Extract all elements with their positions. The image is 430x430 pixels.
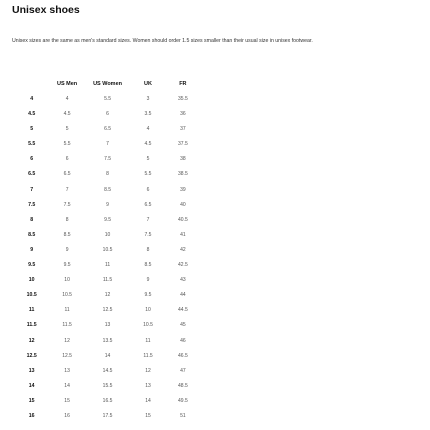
size-cell: 12 xyxy=(28,337,35,344)
us-men-cell: 15 xyxy=(64,397,70,404)
fr-cell: 35.5 xyxy=(178,96,188,102)
us-men-cell: 4.5 xyxy=(63,111,71,118)
size-cell: 14 xyxy=(28,382,35,389)
size-table xyxy=(12,77,202,424)
uk-cell: 13 xyxy=(145,382,151,389)
uk-cell: 7 xyxy=(146,216,150,223)
us-women-cell: 13.5 xyxy=(102,337,113,344)
uk-cell: 14 xyxy=(145,397,151,404)
fr-cell: 44 xyxy=(180,292,186,299)
us-women-cell: 5.5 xyxy=(104,96,112,102)
table-row xyxy=(12,409,202,424)
uk-cell: 15 xyxy=(145,412,151,419)
table-row xyxy=(12,334,202,349)
table-row xyxy=(12,273,202,288)
size-cell: 11.5 xyxy=(26,322,37,329)
fr-cell: 46.5 xyxy=(178,352,188,359)
table-row xyxy=(12,228,202,243)
uk-cell: 3.5 xyxy=(144,111,152,118)
fr-cell: 36 xyxy=(180,111,186,118)
size-cell: 16 xyxy=(28,412,35,419)
table-row xyxy=(12,303,202,318)
fr-cell: 45 xyxy=(180,322,186,329)
us-women-cell: 12.5 xyxy=(102,307,113,314)
us-women-cell: 9.5 xyxy=(104,216,112,223)
fr-cell: 37.5 xyxy=(178,141,188,148)
uk-cell: 9 xyxy=(146,277,150,284)
us-women-cell: 8 xyxy=(106,171,109,178)
size-cell: 13 xyxy=(28,367,35,374)
uk-cell: 9.5 xyxy=(144,292,152,299)
size-cell: 7 xyxy=(30,186,34,193)
size-cell: 8 xyxy=(30,216,34,223)
table-row xyxy=(12,167,202,182)
uk-cell: 6.5 xyxy=(144,201,152,208)
size-cell: 9 xyxy=(30,246,34,253)
table-row xyxy=(12,137,202,152)
uk-cell: 3 xyxy=(146,96,150,102)
us-women-cell: 7.5 xyxy=(104,156,112,163)
page-title: Unisex shoes xyxy=(12,4,80,16)
table-row xyxy=(12,379,202,394)
fr-cell: 40.5 xyxy=(178,216,188,223)
uk-cell: 7.5 xyxy=(144,231,152,238)
sizing-note: Unisex sizes are the same as men's standard sizes. Women should order 1.5 sizes smaller than their usual size in unisex footwear. xyxy=(12,38,313,44)
size-cell: 12.5 xyxy=(26,352,37,359)
us-men-cell: 6.5 xyxy=(63,171,71,178)
uk-cell: 5 xyxy=(146,156,150,163)
fr-cell: 48.5 xyxy=(178,382,188,389)
uk-cell: 6 xyxy=(146,186,150,193)
us-men-cell: 16 xyxy=(64,412,70,419)
table-row xyxy=(12,152,202,167)
us-women-cell: 11 xyxy=(104,262,111,269)
uk-cell: 4.5 xyxy=(144,141,152,148)
table-row xyxy=(12,349,202,364)
us-men-cell: 6 xyxy=(65,156,69,163)
us-men-cell: 9 xyxy=(65,246,69,253)
size-cell: 10 xyxy=(28,277,35,284)
us-men-cell: 7 xyxy=(65,186,69,193)
table-row xyxy=(12,183,202,198)
header-us-men: US Men xyxy=(56,81,78,87)
header-uk: UK xyxy=(144,81,152,87)
fr-cell: 38 xyxy=(180,156,186,163)
table-row xyxy=(12,394,202,409)
fr-cell: 51 xyxy=(180,412,186,419)
us-women-cell: 17.5 xyxy=(102,412,113,419)
us-women-cell: 16.5 xyxy=(102,397,113,404)
fr-cell: 39 xyxy=(180,186,186,193)
fr-cell: 43 xyxy=(180,277,186,284)
fr-cell: 44.5 xyxy=(178,307,188,314)
us-women-cell: 13 xyxy=(104,322,111,329)
us-men-cell: 9.5 xyxy=(63,262,71,269)
us-men-cell: 14 xyxy=(64,382,70,389)
us-women-cell: 6.5 xyxy=(104,126,112,133)
uk-cell: 11 xyxy=(145,337,151,344)
us-men-cell: 11 xyxy=(64,307,70,314)
size-cell: 8.5 xyxy=(28,231,36,238)
uk-cell: 12 xyxy=(145,367,151,374)
us-women-cell: 11.5 xyxy=(102,277,113,284)
fr-cell: 42.5 xyxy=(178,262,188,269)
header-size xyxy=(12,77,51,92)
size-cell: 5.5 xyxy=(28,141,36,148)
fr-cell: 40 xyxy=(180,201,186,208)
size-cell: 7.5 xyxy=(28,201,36,208)
table-row xyxy=(12,288,202,303)
us-men-cell: 12.5 xyxy=(62,352,72,359)
size-cell: 4.5 xyxy=(28,111,36,118)
size-cell: 5 xyxy=(30,126,34,133)
size-cell: 15 xyxy=(28,397,35,404)
uk-cell: 10 xyxy=(145,307,151,314)
table-row xyxy=(12,107,202,122)
header-fr: FR xyxy=(179,81,187,87)
table-row xyxy=(12,318,202,333)
us-men-cell: 4 xyxy=(65,96,69,102)
us-women-cell: 15.5 xyxy=(102,382,113,389)
us-men-cell: 8 xyxy=(65,216,69,223)
table-body xyxy=(12,92,202,424)
fr-cell: 46 xyxy=(180,337,186,344)
fr-cell: 41 xyxy=(180,231,186,238)
us-men-cell: 5 xyxy=(65,126,69,133)
header-row xyxy=(12,77,202,92)
table-row xyxy=(12,122,202,137)
table-row xyxy=(12,364,202,379)
size-cell: 9.5 xyxy=(28,262,36,269)
size-cell: 10.5 xyxy=(26,292,37,299)
us-women-cell: 9 xyxy=(106,201,109,208)
fr-cell: 47 xyxy=(180,367,186,374)
fr-cell: 49.5 xyxy=(178,397,188,404)
uk-cell: 10.5 xyxy=(143,322,153,329)
fr-cell: 37 xyxy=(180,126,186,133)
size-cell: 6.5 xyxy=(28,171,36,178)
us-men-cell: 7.5 xyxy=(63,201,71,208)
uk-cell: 8 xyxy=(146,246,150,253)
table-row xyxy=(12,258,202,273)
size-cell: 6 xyxy=(30,156,34,163)
table-row xyxy=(12,92,202,107)
us-men-cell: 5.5 xyxy=(63,141,71,148)
us-men-cell: 10.5 xyxy=(62,292,72,299)
us-women-cell: 8.5 xyxy=(104,186,112,193)
us-men-cell: 11.5 xyxy=(62,322,72,329)
table-row xyxy=(12,213,202,228)
table-row xyxy=(12,198,202,213)
table-row xyxy=(12,243,202,258)
us-women-cell: 14.5 xyxy=(102,367,113,374)
us-women-cell: 14 xyxy=(104,352,111,359)
us-women-cell: 7 xyxy=(106,141,109,148)
us-women-cell: 6 xyxy=(106,111,109,118)
us-women-cell: 10 xyxy=(104,231,111,238)
fr-cell: 38.5 xyxy=(178,171,188,178)
uk-cell: 8.5 xyxy=(144,262,152,269)
us-men-cell: 12 xyxy=(64,337,70,344)
header-us-women: US Women xyxy=(93,81,122,87)
us-women-cell: 10.5 xyxy=(102,246,113,253)
size-cell: 4 xyxy=(30,96,34,102)
fr-cell: 42 xyxy=(180,246,186,253)
uk-cell: 4 xyxy=(146,126,150,133)
us-men-cell: 13 xyxy=(64,367,70,374)
uk-cell: 5.5 xyxy=(144,171,152,178)
uk-cell: 11.5 xyxy=(143,352,153,359)
us-men-cell: 8.5 xyxy=(63,231,71,238)
us-men-cell: 10 xyxy=(64,277,70,284)
us-women-cell: 12 xyxy=(104,292,111,299)
size-cell: 11 xyxy=(28,307,35,314)
